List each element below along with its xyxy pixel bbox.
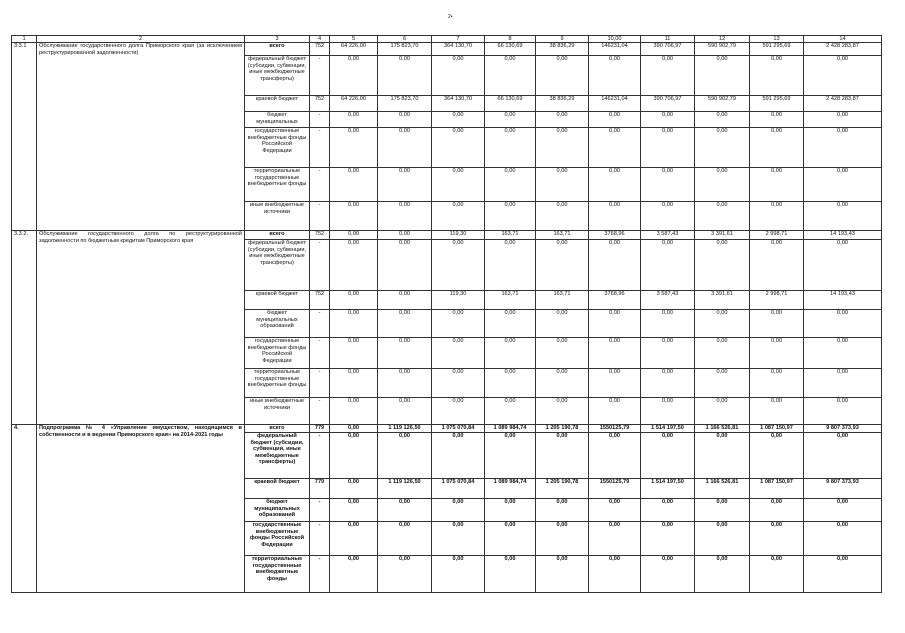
amount-cell: 0,00 <box>695 56 750 96</box>
funding-source: иные внебюджетные источники <box>245 398 310 425</box>
amount-cell: 0,00 <box>804 128 882 168</box>
column-number: 8 <box>485 36 536 43</box>
table-body <box>12 43 882 593</box>
column-number: 4 <box>310 36 330 43</box>
funding-source: территориальные государственные внебюджетные фонды <box>245 369 310 398</box>
budget-code: - <box>310 240 330 291</box>
amount-cell: 1550125,79 <box>589 425 641 433</box>
amount-cell: 0,00 <box>804 112 882 128</box>
budget-code: 779 <box>310 479 330 499</box>
table-row <box>12 231 882 240</box>
amount-cell: 38 836,29 <box>536 43 589 56</box>
amount-cell: 2 998,71 <box>750 291 804 310</box>
amount-cell: 0,00 <box>695 556 750 593</box>
amount-cell: 0,00 <box>378 112 432 128</box>
amount-cell: 0,00 <box>485 433 536 479</box>
amount-cell: 3 587,43 <box>641 231 695 240</box>
amount-cell: 0,00 <box>330 398 378 425</box>
amount-cell: 0,00 <box>589 369 641 398</box>
amount-cell: 64 226,00 <box>330 43 378 56</box>
amount-cell: 0,00 <box>750 112 804 128</box>
amount-cell: 1 166 526,81 <box>695 479 750 499</box>
amount-cell: 0,00 <box>536 433 589 479</box>
amount-cell: 0,00 <box>804 310 882 338</box>
amount-cell: 0,00 <box>432 310 485 338</box>
amount-cell: 0,00 <box>536 398 589 425</box>
amount-cell: 0,00 <box>750 240 804 291</box>
amount-cell: 1 205 190,78 <box>536 479 589 499</box>
amount-cell: 0,00 <box>804 240 882 291</box>
amount-cell: 0,00 <box>536 499 589 522</box>
section-number: 3.3.1 <box>12 43 37 231</box>
amount-cell: 0,00 <box>641 522 695 556</box>
amount-cell: 0,00 <box>750 556 804 593</box>
amount-cell: 1 514 197,50 <box>641 479 695 499</box>
amount-cell: 0,00 <box>750 433 804 479</box>
column-number-row <box>12 36 882 43</box>
amount-cell: 0,00 <box>378 499 432 522</box>
amount-cell: 1550125,79 <box>589 479 641 499</box>
funding-source: федеральный бюджет (субсидии, субвенции, иные межбюджетные трансферты) <box>245 240 310 291</box>
budget-code: - <box>310 128 330 168</box>
amount-cell: 0,00 <box>641 398 695 425</box>
amount-cell: 0,00 <box>485 499 536 522</box>
funding-source: бюджет муниципальных образований <box>245 499 310 522</box>
amount-cell: 2 998,71 <box>750 231 804 240</box>
amount-cell: 0,00 <box>485 56 536 96</box>
column-number: 6 <box>378 36 432 43</box>
amount-cell: 0,00 <box>695 168 750 202</box>
amount-cell: 0,00 <box>330 112 378 128</box>
funding-source: всего <box>245 425 310 433</box>
amount-cell: 0,00 <box>432 128 485 168</box>
amount-cell: 0,00 <box>378 338 432 369</box>
budget-code: - <box>310 369 330 398</box>
amount-cell: 0,00 <box>432 112 485 128</box>
amount-cell: 0,00 <box>330 56 378 96</box>
amount-cell: 0,00 <box>589 310 641 338</box>
amount-cell: 0,00 <box>589 433 641 479</box>
amount-cell: 0,00 <box>804 499 882 522</box>
amount-cell: 0,00 <box>589 522 641 556</box>
amount-cell: 0,00 <box>804 556 882 593</box>
amount-cell: 0,00 <box>485 240 536 291</box>
amount-cell: 0,00 <box>589 240 641 291</box>
amount-cell: 66 130,69 <box>485 96 536 112</box>
amount-cell: 0,00 <box>330 425 378 433</box>
amount-cell: 0,00 <box>536 128 589 168</box>
amount-cell: 0,00 <box>485 338 536 369</box>
amount-cell: 0,00 <box>378 433 432 479</box>
amount-cell: 163,71 <box>485 231 536 240</box>
funding-source: территориальные государственные внебюджетные фонды <box>245 168 310 202</box>
amount-cell: 0,00 <box>378 310 432 338</box>
amount-cell: 0,00 <box>378 231 432 240</box>
budget-code: - <box>310 398 330 425</box>
amount-cell: 0,00 <box>536 56 589 96</box>
amount-cell: 0,00 <box>750 202 804 231</box>
amount-cell: 0,00 <box>750 338 804 369</box>
amount-cell: 0,00 <box>589 338 641 369</box>
column-number: 11 <box>641 36 695 43</box>
amount-cell: 0,00 <box>378 398 432 425</box>
amount-cell: 14 193,43 <box>804 291 882 310</box>
amount-cell: 0,00 <box>432 433 485 479</box>
amount-cell: 1 205 190,78 <box>536 425 589 433</box>
amount-cell: 0,00 <box>330 168 378 202</box>
amount-cell: 0,00 <box>378 56 432 96</box>
amount-cell: 0,00 <box>432 499 485 522</box>
amount-cell: 1 075 070,84 <box>432 425 485 433</box>
section-number: 4. <box>12 425 37 593</box>
amount-cell: 0,00 <box>695 240 750 291</box>
amount-cell: 0,00 <box>536 310 589 338</box>
funding-source: всего <box>245 43 310 56</box>
amount-cell: 175 823,70 <box>378 96 432 112</box>
amount-cell: 2 428 283,87 <box>804 96 882 112</box>
section-title: Подпрограмма № 4 «Управление имуществом, находящимся в собственности и в ведении Приморского края» на 2014-2021 годы <box>37 425 245 593</box>
table-row <box>12 425 882 433</box>
amount-cell: 0,00 <box>330 128 378 168</box>
funding-source: краевой бюджет <box>245 291 310 310</box>
budget-code: - <box>310 433 330 479</box>
amount-cell: 0,00 <box>804 369 882 398</box>
amount-cell: 0,00 <box>330 522 378 556</box>
funding-source: государственные внебюджетные фонды Российской Федерации <box>245 128 310 168</box>
column-number: 10,00 <box>589 36 641 43</box>
amount-cell: 0,00 <box>485 556 536 593</box>
amount-cell: 0,00 <box>378 168 432 202</box>
funding-source: всего <box>245 231 310 240</box>
amount-cell: 0,00 <box>589 168 641 202</box>
amount-cell: 0,00 <box>695 112 750 128</box>
amount-cell: 0,00 <box>641 202 695 231</box>
amount-cell: 0,00 <box>695 202 750 231</box>
amount-cell: 390 706,97 <box>641 96 695 112</box>
budget-code: 752 <box>310 43 330 56</box>
amount-cell: 591 295,69 <box>750 96 804 112</box>
amount-cell: 0,00 <box>750 522 804 556</box>
amount-cell: 0,00 <box>804 168 882 202</box>
amount-cell: 0,00 <box>641 128 695 168</box>
amount-cell: 0,00 <box>589 202 641 231</box>
column-number: 7 <box>432 36 485 43</box>
amount-cell: 0,00 <box>536 202 589 231</box>
funding-source: бюджет муниципальных образований <box>245 310 310 338</box>
amount-cell: 0,00 <box>330 369 378 398</box>
column-number: 3 <box>245 36 310 43</box>
amount-cell: 0,00 <box>750 499 804 522</box>
amount-cell: 0,00 <box>432 522 485 556</box>
column-number: 9 <box>536 36 589 43</box>
amount-cell: 0,00 <box>330 202 378 231</box>
column-number: 1 <box>12 36 37 43</box>
amount-cell: 9 807 373,93 <box>804 425 882 433</box>
amount-cell: 64 226,00 <box>330 96 378 112</box>
amount-cell: 0,00 <box>750 310 804 338</box>
amount-cell: 0,00 <box>804 398 882 425</box>
amount-cell: 146231,04 <box>589 96 641 112</box>
amount-cell: 0,00 <box>804 522 882 556</box>
amount-cell: 591 295,69 <box>750 43 804 56</box>
amount-cell: 0,00 <box>330 433 378 479</box>
amount-cell: 3 391,61 <box>695 231 750 240</box>
amount-cell: 1 166 526,81 <box>695 425 750 433</box>
column-number: 2 <box>37 36 245 43</box>
amount-cell: 0,00 <box>378 369 432 398</box>
amount-cell: 0,00 <box>804 202 882 231</box>
amount-cell: 1 087 150,97 <box>750 479 804 499</box>
amount-cell: 0,00 <box>330 556 378 593</box>
amount-cell: 175 823,70 <box>378 43 432 56</box>
funding-source: бюджет муниципальных <box>245 112 310 128</box>
amount-cell: 0,00 <box>330 291 378 310</box>
amount-cell: 3768,96 <box>589 291 641 310</box>
amount-cell: 146231,04 <box>589 43 641 56</box>
funding-source: государственные внебюджетные фонды Российской Федерации <box>245 522 310 556</box>
budget-code: - <box>310 112 330 128</box>
budget-code: - <box>310 338 330 369</box>
amount-cell: 0,00 <box>589 128 641 168</box>
amount-cell: 390 706,97 <box>641 43 695 56</box>
amount-cell: 2 428 283,87 <box>804 43 882 56</box>
funding-source: федеральный бюджет (субсидии, субвенции, иные межбюджетные трансферты) <box>245 56 310 96</box>
amount-cell: 0,00 <box>330 499 378 522</box>
amount-cell: 0,00 <box>589 556 641 593</box>
funding-source: краевой бюджет <box>245 479 310 499</box>
amount-cell: 590 902,79 <box>695 96 750 112</box>
amount-cell: 0,00 <box>750 128 804 168</box>
amount-cell: 3768,96 <box>589 231 641 240</box>
amount-cell: 0,00 <box>750 168 804 202</box>
amount-cell: 0,00 <box>804 338 882 369</box>
amount-cell: 0,00 <box>641 168 695 202</box>
amount-cell: 0,00 <box>485 168 536 202</box>
amount-cell: 590 902,79 <box>695 43 750 56</box>
amount-cell: 0,00 <box>378 291 432 310</box>
amount-cell: 0,00 <box>641 338 695 369</box>
amount-cell: 0,00 <box>589 56 641 96</box>
amount-cell: 0,00 <box>804 56 882 96</box>
amount-cell: 0,00 <box>485 369 536 398</box>
amount-cell: 0,00 <box>750 369 804 398</box>
budget-table <box>11 35 882 593</box>
amount-cell: 0,00 <box>641 112 695 128</box>
budget-code: - <box>310 522 330 556</box>
funding-source: государственные внебюджетные фонды Российской Федерации <box>245 338 310 369</box>
page-number: 2• <box>448 14 453 20</box>
amount-cell: 0,00 <box>641 499 695 522</box>
amount-cell: 0,00 <box>378 128 432 168</box>
amount-cell: 0,00 <box>641 433 695 479</box>
budget-code: 779 <box>310 425 330 433</box>
amount-cell: 119,30 <box>432 231 485 240</box>
amount-cell: 163,71 <box>485 291 536 310</box>
column-number: 14 <box>804 36 882 43</box>
amount-cell: 9 807 373,93 <box>804 479 882 499</box>
budget-code: - <box>310 56 330 96</box>
amount-cell: 119,30 <box>432 291 485 310</box>
budget-code: 752 <box>310 231 330 240</box>
amount-cell: 0,00 <box>485 522 536 556</box>
amount-cell: 0,00 <box>695 398 750 425</box>
amount-cell: 0,00 <box>485 128 536 168</box>
amount-cell: 0,00 <box>589 112 641 128</box>
amount-cell: 0,00 <box>804 433 882 479</box>
amount-cell: 0,00 <box>695 522 750 556</box>
amount-cell: 0,00 <box>432 369 485 398</box>
budget-code: - <box>310 556 330 593</box>
column-number: 13 <box>750 36 804 43</box>
amount-cell: 0,00 <box>589 499 641 522</box>
budget-code: - <box>310 202 330 231</box>
budget-code: - <box>310 168 330 202</box>
amount-cell: 38 836,29 <box>536 96 589 112</box>
amount-cell: 1 075 070,84 <box>432 479 485 499</box>
amount-cell: 0,00 <box>432 56 485 96</box>
amount-cell: 0,00 <box>536 556 589 593</box>
amount-cell: 0,00 <box>330 338 378 369</box>
amount-cell: 0,00 <box>695 310 750 338</box>
budget-code: 752 <box>310 291 330 310</box>
amount-cell: 0,00 <box>536 112 589 128</box>
funding-source: федеральный бюджет (субсидии, субвенции, иные межбюджетные трансферты) <box>245 433 310 479</box>
amount-cell: 0,00 <box>641 556 695 593</box>
section-title: Обслуживание государственного долга по реструктурированной задолженности по бюджетным кредитам Приморского края <box>37 231 245 425</box>
amount-cell: 364 130,70 <box>432 43 485 56</box>
amount-cell: 0,00 <box>432 556 485 593</box>
amount-cell: 0,00 <box>378 202 432 231</box>
amount-cell: 0,00 <box>750 56 804 96</box>
amount-cell: 0,00 <box>695 338 750 369</box>
amount-cell: 1 089 984,74 <box>485 425 536 433</box>
funding-source: иные внебюджетные источники <box>245 202 310 231</box>
funding-source: территориальные государственные внебюджетные фонды <box>245 556 310 593</box>
section-number: 3.3.2. <box>12 231 37 425</box>
amount-cell: 0,00 <box>330 310 378 338</box>
amount-cell: 0,00 <box>536 338 589 369</box>
amount-cell: 14 193,43 <box>804 231 882 240</box>
amount-cell: 0,00 <box>695 499 750 522</box>
column-number: 12 <box>695 36 750 43</box>
amount-cell: 0,00 <box>695 128 750 168</box>
amount-cell: 0,00 <box>536 240 589 291</box>
budget-code: 752 <box>310 96 330 112</box>
table-row <box>12 43 882 56</box>
amount-cell: 1 087 150,97 <box>750 425 804 433</box>
amount-cell: 163,71 <box>536 231 589 240</box>
amount-cell: 0,00 <box>589 398 641 425</box>
amount-cell: 0,00 <box>695 369 750 398</box>
amount-cell: 0,00 <box>641 369 695 398</box>
amount-cell: 3 587,43 <box>641 291 695 310</box>
amount-cell: 0,00 <box>432 338 485 369</box>
amount-cell: 0,00 <box>378 556 432 593</box>
amount-cell: 0,00 <box>536 369 589 398</box>
amount-cell: 364 130,70 <box>432 96 485 112</box>
amount-cell: 0,00 <box>432 202 485 231</box>
amount-cell: 0,00 <box>378 522 432 556</box>
amount-cell: 0,00 <box>485 398 536 425</box>
amount-cell: 0,00 <box>750 398 804 425</box>
amount-cell: 66 130,69 <box>485 43 536 56</box>
amount-cell: 0,00 <box>330 240 378 291</box>
amount-cell: 0,00 <box>695 433 750 479</box>
amount-cell: 0,00 <box>432 168 485 202</box>
amount-cell: 0,00 <box>536 522 589 556</box>
amount-cell: 0,00 <box>378 240 432 291</box>
funding-source: краевой бюджет <box>245 96 310 112</box>
section-title: Обслуживание государственного долга Приморского края (за исключением реструктурированной задолженности) <box>37 43 245 231</box>
amount-cell: 0,00 <box>641 56 695 96</box>
amount-cell: 0,00 <box>641 310 695 338</box>
amount-cell: 0,00 <box>485 310 536 338</box>
amount-cell: 0,00 <box>432 398 485 425</box>
amount-cell: 0,00 <box>330 479 378 499</box>
amount-cell: 1 089 984,74 <box>485 479 536 499</box>
amount-cell: 0,00 <box>485 112 536 128</box>
amount-cell: 0,00 <box>485 202 536 231</box>
amount-cell: 3 391,61 <box>695 291 750 310</box>
amount-cell: 0,00 <box>641 240 695 291</box>
amount-cell: 0,00 <box>432 240 485 291</box>
column-number: 5 <box>330 36 378 43</box>
amount-cell: 1 119 126,50 <box>378 425 432 433</box>
amount-cell: 1 119 126,50 <box>378 479 432 499</box>
amount-cell: 0,00 <box>536 168 589 202</box>
amount-cell: 163,71 <box>536 291 589 310</box>
budget-code: - <box>310 499 330 522</box>
budget-code: - <box>310 310 330 338</box>
amount-cell: 0,00 <box>330 231 378 240</box>
amount-cell: 1 514 197,50 <box>641 425 695 433</box>
